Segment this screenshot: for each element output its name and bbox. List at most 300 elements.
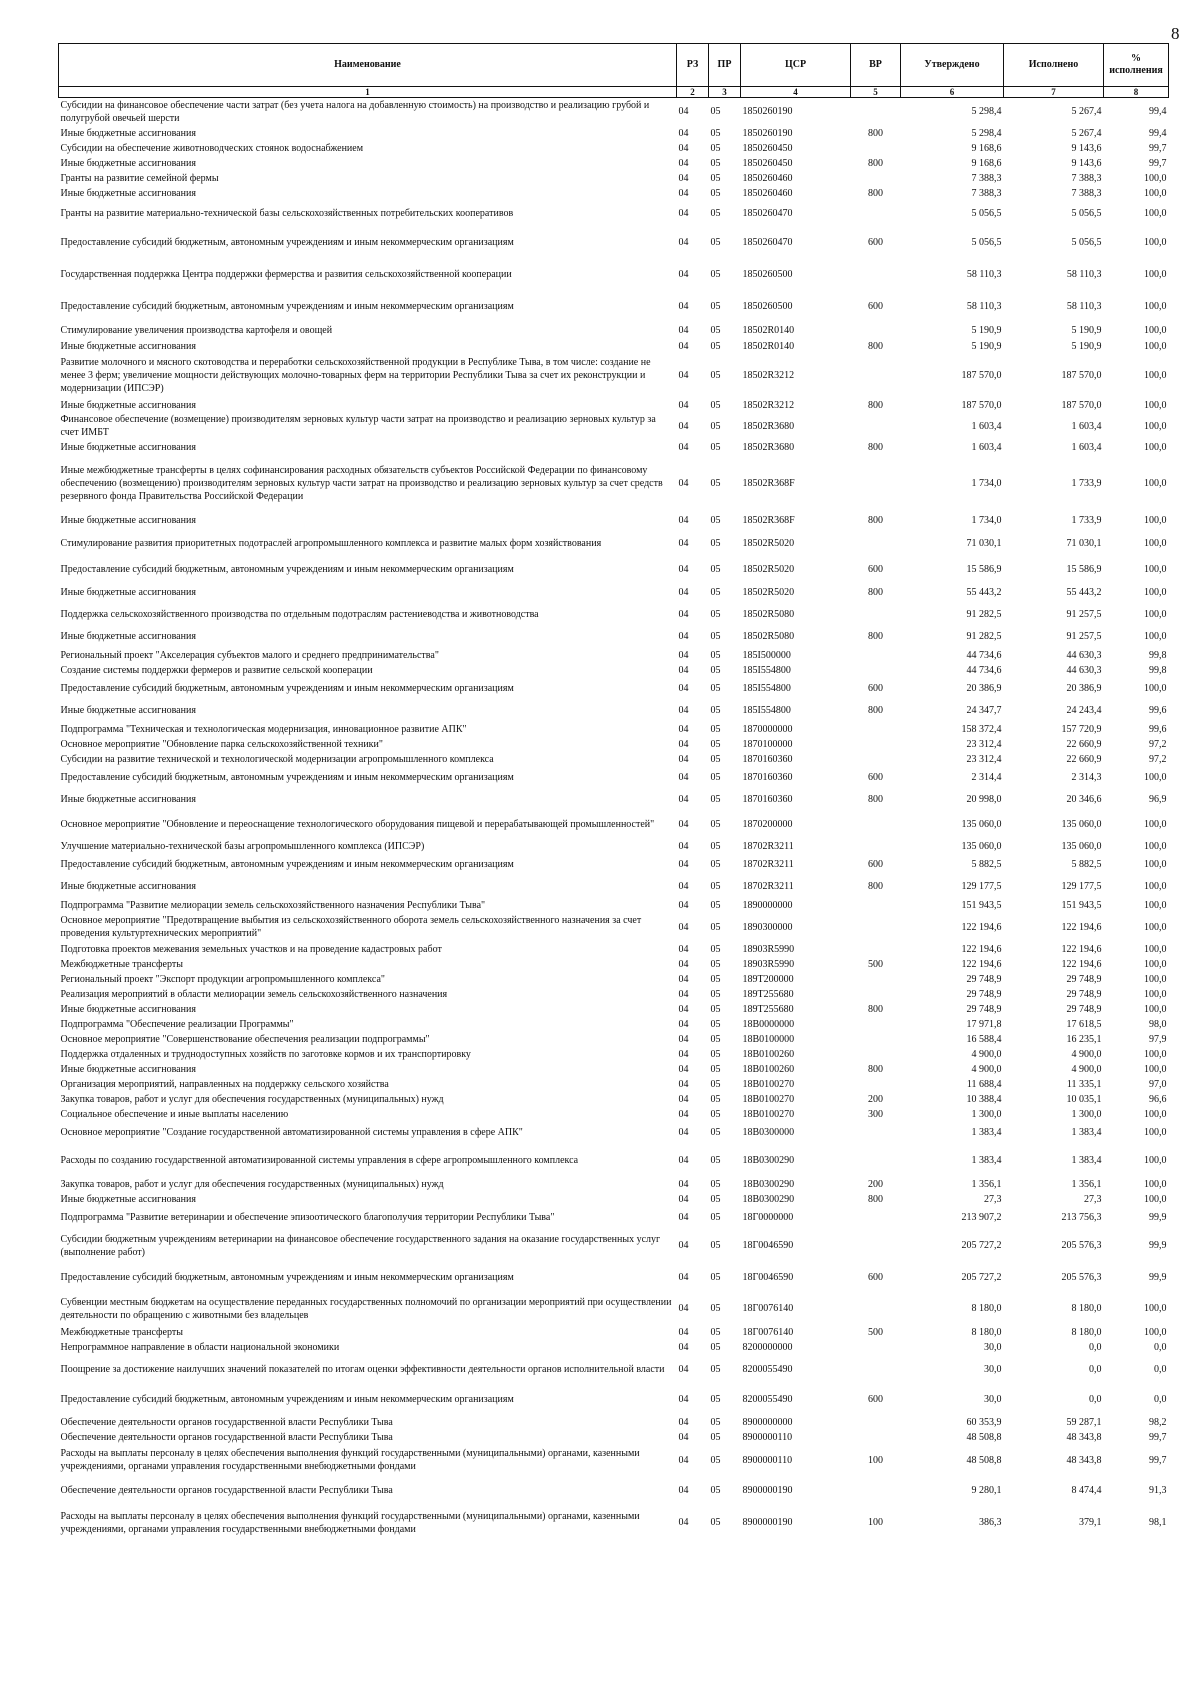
row-csr: 18Г0046590 [742,1240,794,1251]
row-executed: 29 748,9 [1066,973,1102,985]
row-percent: 99,8 [1149,664,1167,676]
row-percent: 99,8 [1149,649,1167,661]
row-name: Улучшение материально-технической базы агропромышленного комплекса (ИПСЭР) [60,840,425,852]
row-csr: 18502R5020 [742,564,795,575]
table-row [59,186,1169,201]
row-approved: 122 194,6 [961,943,1002,955]
row-rz: 04 [678,1063,689,1075]
table-row [59,1107,1169,1122]
row-pr: 05 [710,1063,721,1075]
row-csr: 189T255680 [742,1003,794,1015]
row-vr [851,1047,901,1062]
row-csr: 185I554800 [742,705,791,716]
row-executed: 135 060,0 [1061,819,1102,830]
table-row [59,413,1169,440]
row-approved: 48 508,8 [966,1431,1002,1443]
row-approved: 58 110,3 [966,269,1002,280]
row-rz: 04 [678,1416,689,1428]
row-executed: 8 180,0 [1071,1303,1102,1314]
row-approved: 205 727,2 [961,1272,1002,1283]
row-approved: 20 386,9 [966,683,1002,694]
row-pr: 05 [710,1154,721,1166]
row-executed: 4 900,0 [1071,1048,1102,1060]
row-executed: 0,0 [1089,1341,1102,1353]
row-executed: 5 267,4 [1071,127,1102,139]
table-row [59,291,1169,323]
table-row [59,811,1169,839]
row-name: Предоставление субсидий бюджетным, автономным учреждениям и иным некоммерческим организациям [60,1393,514,1405]
row-rz: 04 [678,1048,689,1060]
row-csr: 8200000000 [742,1341,793,1353]
row-vr [851,752,901,767]
row-rz: 04 [678,1108,689,1120]
budget-execution-table [58,43,1169,1540]
row-rz: 04 [678,1485,689,1496]
row-pr: 05 [710,705,721,716]
table-row [59,789,1169,811]
header-approved: Утверждено [901,44,1004,87]
row-approved: 5 190,9 [971,340,1002,352]
row-percent: 98,1 [1149,1517,1167,1528]
row-name: Подпрограмма "Развитие ветеринарии и обеспечение эпизоотического благополучия территории Республики Тыва" [60,1212,555,1223]
row-rz: 04 [678,973,689,985]
row-name: Иные бюджетные ассигнования [60,340,196,352]
row-percent: 96,6 [1149,1093,1167,1105]
row-pr: 05 [710,157,721,169]
row-executed: 20 386,9 [1066,683,1102,694]
row-vr [851,323,901,339]
row-pr: 05 [710,142,721,154]
row-percent: 97,2 [1149,738,1167,750]
row-csr: 18B0100260 [742,1063,795,1075]
row-name: Основное мероприятие "Предотвращение выбытия из сельскохозяйственного оборота земель сельскохозяйственного назначения за счет проведения культуртехнических мероприятий" [60,915,642,939]
row-vr: 800 [868,587,883,598]
row-percent: 100,0 [1144,1178,1167,1190]
row-percent: 100,0 [1144,772,1167,783]
row-vr [851,1077,901,1092]
table-row [59,648,1169,663]
row-rz: 04 [678,1363,689,1375]
row-name: Организация мероприятий, направленных на поддержку сельского хозяйства [60,1078,389,1090]
row-vr: 800 [868,1193,883,1205]
row-executed: 157 720,9 [1061,723,1102,735]
row-approved: 5 190,9 [971,325,1002,336]
row-percent: 100,0 [1144,420,1167,432]
row-pr: 05 [710,753,721,765]
row-rz: 04 [678,441,689,453]
row-rz: 04 [678,172,689,184]
row-executed: 1 383,4 [1071,1127,1102,1138]
row-csr: 18502R5020 [742,537,795,549]
row-rz: 04 [678,1093,689,1105]
row-executed: 29 748,9 [1066,988,1102,1000]
row-vr: 500 [868,958,883,970]
row-executed: 44 630,3 [1066,664,1102,676]
row-percent: 98,2 [1149,1416,1167,1428]
row-name: Иные бюджетные ассигнования [60,157,196,169]
table-row [59,1017,1169,1032]
row-name: Иные бюджетные ассигнования [60,1193,196,1205]
row-rz: 04 [678,1454,689,1466]
row-csr: 18B0300290 [742,1154,795,1166]
row-percent: 100,0 [1144,1003,1167,1015]
row-pr: 05 [710,943,721,955]
row-vr [851,913,901,942]
row-vr [851,1144,901,1177]
row-rz: 04 [678,1193,689,1205]
row-csr: 189T200000 [742,973,794,985]
row-csr: 8200055490 [742,1363,793,1375]
row-executed: 213 756,3 [1061,1212,1102,1223]
row-vr: 800 [868,157,883,169]
row-percent: 100,0 [1144,187,1167,199]
row-name: Межбюджетные трансферты [60,958,183,970]
row-pr: 05 [710,515,721,526]
row-pr: 05 [710,564,721,575]
row-name: Поощрение за достижение наилучших значений показателей по итогам оценки эффективности деятельности органов исполнительной власти [60,1363,665,1375]
row-rz: 04 [678,420,689,432]
table-row [59,876,1169,898]
row-rz: 04 [678,325,689,336]
row-percent: 100,0 [1144,1193,1167,1205]
table-row [59,1263,1169,1293]
row-pr: 05 [710,988,721,1000]
row-executed: 5 056,5 [1071,208,1102,219]
row-vr: 800 [868,127,883,139]
row-rz: 04 [678,859,689,870]
row-percent: 99,7 [1149,142,1167,154]
row-percent: 96,9 [1149,794,1167,805]
row-approved: 2 314,4 [971,772,1002,783]
header-percent: % исполнения [1104,44,1169,87]
row-csr: 1850260460 [742,187,793,199]
row-csr: 185I554800 [742,683,791,694]
row-csr: 18Г0000000 [742,1212,794,1223]
row-rz: 04 [678,988,689,1000]
row-approved: 10 388,4 [966,1093,1002,1105]
row-approved: 9 168,6 [971,157,1002,169]
row-rz: 04 [678,370,689,381]
table-row [59,604,1169,626]
table-row [59,1177,1169,1192]
row-vr: 800 [868,340,883,352]
row-executed: 1 603,4 [1071,441,1102,453]
row-approved: 205 727,2 [961,1240,1002,1251]
row-percent: 91,3 [1149,1485,1167,1496]
row-csr: 18502R3680 [742,420,795,432]
row-approved: 7 388,3 [971,172,1002,184]
row-executed: 22 660,9 [1066,753,1102,765]
row-pr: 05 [710,340,721,352]
row-executed: 129 177,5 [1061,881,1102,892]
row-approved: 7 388,3 [971,187,1002,199]
row-percent: 100,0 [1144,840,1167,852]
table-row [59,1506,1169,1540]
header-rz: РЗ [677,44,709,87]
table-row [59,1355,1169,1384]
row-pr: 05 [710,441,721,453]
row-executed: 151 943,5 [1061,899,1102,911]
header-executed: Исполнено [1004,44,1104,87]
row-approved: 1 383,4 [971,1154,1002,1166]
row-pr: 05 [710,973,721,985]
row-pr: 05 [710,1303,721,1314]
row-rz: 04 [678,958,689,970]
row-name: Реализация мероприятий в области мелиорации земель сельскохозяйственного назначения [60,988,448,1000]
row-rz: 04 [678,1326,689,1338]
row-rz: 04 [678,1240,689,1251]
row-percent: 100,0 [1144,564,1167,575]
row-approved: 122 194,6 [961,958,1002,970]
row-executed: 5 190,9 [1071,325,1102,336]
row-percent: 100,0 [1144,301,1167,312]
row-approved: 122 194,6 [961,921,1002,933]
row-executed: 0,0 [1089,1393,1102,1405]
row-percent: 100,0 [1144,1303,1167,1314]
row-vr [851,1207,901,1229]
row-approved: 8 180,0 [971,1303,1002,1314]
row-approved: 23 312,4 [966,753,1002,765]
row-csr: 1850260190 [742,127,793,139]
table-row [59,752,1169,767]
row-approved: 30,0 [984,1393,1002,1405]
row-executed: 29 748,9 [1066,1003,1102,1015]
row-executed: 15 586,9 [1066,564,1102,575]
row-vr [851,1355,901,1384]
row-percent: 100,0 [1144,881,1167,892]
row-name: Иные бюджетные ассигнования [60,515,196,526]
row-name: Расходы по созданию государственной автоматизированной системы управления в сфере агропромышленного комплекса [60,1154,579,1166]
row-name: Подпрограмма "Обеспечение реализации Программы" [60,1018,294,1030]
table-row [59,201,1169,227]
row-pr: 05 [710,1048,721,1060]
row-pr: 05 [710,881,721,892]
row-csr: 18B0000000 [742,1018,795,1030]
row-executed: 187 570,0 [1061,370,1102,381]
row-approved: 5 298,4 [971,127,1002,139]
row-percent: 99,6 [1149,705,1167,716]
row-rz: 04 [678,664,689,676]
row-pr: 05 [710,1108,721,1120]
table-row [59,529,1169,558]
row-approved: 15 586,9 [966,564,1002,575]
table-row [59,626,1169,648]
row-executed: 7 388,3 [1071,172,1102,184]
row-vr [851,942,901,957]
table-row [59,1122,1169,1144]
table-row [59,227,1169,259]
row-executed: 2 314,3 [1071,772,1102,783]
row-percent: 100,0 [1144,587,1167,598]
row-executed: 5 056,5 [1071,237,1102,248]
row-rz: 04 [678,1127,689,1138]
row-rz: 04 [678,269,689,280]
row-rz: 04 [678,1517,689,1528]
row-rz: 04 [678,106,689,118]
row-approved: 1 603,4 [971,441,1002,453]
table-row [59,898,1169,913]
row-rz: 04 [678,881,689,892]
row-vr: 800 [868,515,883,526]
table-row [59,1092,1169,1107]
row-vr [851,1415,901,1430]
row-csr: 185I554800 [742,664,791,676]
row-approved: 24 347,7 [966,705,1002,716]
row-pr: 05 [710,1127,721,1138]
row-csr: 18Г0046590 [742,1272,794,1283]
row-name: Обеспечение деятельности органов государственной власти Республики Тыва [60,1416,393,1428]
row-vr [851,1229,901,1263]
row-executed: 1 300,0 [1071,1108,1102,1120]
row-rz: 04 [678,587,689,598]
row-approved: 135 060,0 [961,840,1002,852]
table-row [59,259,1169,291]
row-name: Предоставление субсидий бюджетным, автономным учреждениям и иным некоммерческим организациям [60,564,514,575]
table-row [59,1229,1169,1263]
row-csr: 18502R0140 [742,325,795,336]
column-number: 7 [1004,87,1104,98]
row-approved: 29 748,9 [966,1003,1002,1015]
row-executed: 91 257,5 [1066,631,1102,642]
row-executed: 7 388,3 [1071,187,1102,199]
row-csr: 18502R3212 [742,370,795,381]
row-approved: 1 734,0 [971,515,1002,526]
table-row [59,582,1169,604]
row-vr: 800 [868,399,883,411]
row-name: Расходы на выплаты персоналу в целях обеспечения выполнения функций государственными (муниципальными) органами, казенными учреждениями, органами управления государственными внебюджетными фондами [60,1510,640,1535]
row-executed: 5 190,9 [1071,340,1102,352]
row-name: Субсидии на развитие технической и технологической модернизации агропромышленного комплекса [60,753,494,765]
row-percent: 100,0 [1144,1127,1167,1138]
row-csr: 18B0100270 [742,1078,795,1090]
row-name: Развитие молочного и мясного скотоводства и переработки сельскохозяйственной продукции в Республике Тыва, в том числе: создание не менее 3 ферм; увеличение мощности действующих молочно-товарных ферм на территории Республики Тыва за счет их реконструкции и модернизации (ИПСЭР) [60,357,651,394]
row-executed: 20 346,6 [1066,794,1102,805]
table-row [59,767,1169,789]
row-name: Иные бюджетные ассигнования [60,1063,196,1075]
row-percent: 100,0 [1144,1154,1167,1166]
row-approved: 5 882,5 [971,859,1002,870]
row-pr: 05 [710,738,721,750]
row-name: Иные бюджетные ассигнования [60,1003,196,1015]
row-rz: 04 [678,772,689,783]
row-rz: 04 [678,1393,689,1405]
row-pr: 05 [710,172,721,184]
row-pr: 05 [710,208,721,219]
row-pr: 05 [710,1003,721,1015]
row-pr: 05 [710,127,721,139]
row-rz: 04 [678,237,689,248]
row-executed: 27,3 [1084,1193,1102,1205]
row-vr [851,811,901,839]
row-name: Гранты на развитие семейной фермы [60,172,219,184]
row-vr [851,1476,901,1506]
row-csr: 1850260470 [742,208,793,219]
row-executed: 122 194,6 [1061,921,1102,933]
row-pr: 05 [710,370,721,381]
row-rz: 04 [678,943,689,955]
row-rz: 04 [678,1303,689,1314]
row-approved: 9 168,6 [971,142,1002,154]
row-name: Подготовка проектов межевания земельных участков и на проведение кадастровых работ [60,943,442,955]
row-approved: 158 372,4 [961,723,1002,735]
table-row [59,737,1169,752]
row-vr: 100 [868,1454,883,1466]
row-name: Государственная поддержка Центра поддержки фермерства и развития сельскохозяйственной кооперации [60,269,512,280]
row-rz: 04 [678,794,689,805]
row-approved: 29 748,9 [966,973,1002,985]
row-vr [851,98,901,126]
row-approved: 91 282,5 [966,631,1002,642]
row-rz: 04 [678,157,689,169]
row-name: Региональный проект "Экспорт продукции агропромышленного комплекса" [60,973,385,985]
header-vr: ВР [851,44,901,87]
row-csr: 1870160360 [742,753,793,765]
row-percent: 99,9 [1149,1272,1167,1283]
row-approved: 44 734,6 [966,649,1002,661]
row-executed: 17 618,5 [1066,1018,1102,1030]
row-approved: 29 748,9 [966,988,1002,1000]
table-row [59,1192,1169,1207]
row-executed: 16 235,1 [1066,1033,1102,1045]
row-pr: 05 [710,1326,721,1338]
row-vr: 600 [868,1272,883,1283]
row-approved: 71 030,1 [966,537,1002,549]
table-row [59,455,1169,513]
row-percent: 98,0 [1149,1018,1167,1030]
row-name: Непрограммное направление в области национальной экономики [60,1341,340,1353]
row-executed: 58 110,3 [1066,269,1102,280]
row-vr: 800 [868,1063,883,1075]
row-approved: 5 298,4 [971,106,1002,118]
row-executed: 1 733,9 [1071,478,1102,489]
row-executed: 135 060,0 [1061,840,1102,852]
row-csr: 1850260470 [742,237,793,248]
row-name: Подпрограмма "Развитие мелиорации земель сельскохозяйственного назначения Республики Тыва" [60,899,486,911]
row-vr: 500 [868,1326,883,1338]
row-vr [851,529,901,558]
row-name: Субсидии бюджетным учреждениям ветеринарии на финансовое обеспечение государственного задания на оказание государственных услуг (выполнение работ) [60,1233,661,1258]
row-rz: 04 [678,1003,689,1015]
row-vr [851,1122,901,1144]
row-pr: 05 [710,1033,721,1045]
table-row [59,171,1169,186]
row-pr: 05 [710,237,721,248]
row-percent: 100,0 [1144,269,1167,280]
row-approved: 30,0 [984,1363,1002,1375]
row-rz: 04 [678,738,689,750]
row-rz: 04 [678,1431,689,1443]
row-name: Социальное обеспечение и иные выплаты населению [60,1108,289,1120]
row-pr: 05 [710,1272,721,1283]
row-executed: 71 030,1 [1066,537,1102,549]
column-number: 3 [709,87,741,98]
row-name: Обеспечение деятельности органов государственной власти Республики Тыва [60,1431,393,1443]
row-vr [851,259,901,291]
table-row [59,1032,1169,1047]
row-percent: 97,0 [1149,1078,1167,1090]
row-pr: 05 [710,794,721,805]
table-row [59,972,1169,987]
row-name: Предоставление субсидий бюджетным, автономным учреждениям и иным некоммерческим организациям [60,301,514,312]
row-percent: 100,0 [1144,478,1167,489]
row-name: Иные бюджетные ассигнования [60,187,196,199]
row-vr [851,972,901,987]
row-name: Иные бюджетные ассигнования [60,127,196,139]
table-row [59,354,1169,398]
row-executed: 9 143,6 [1071,142,1102,154]
row-percent: 100,0 [1144,988,1167,1000]
row-pr: 05 [710,772,721,783]
